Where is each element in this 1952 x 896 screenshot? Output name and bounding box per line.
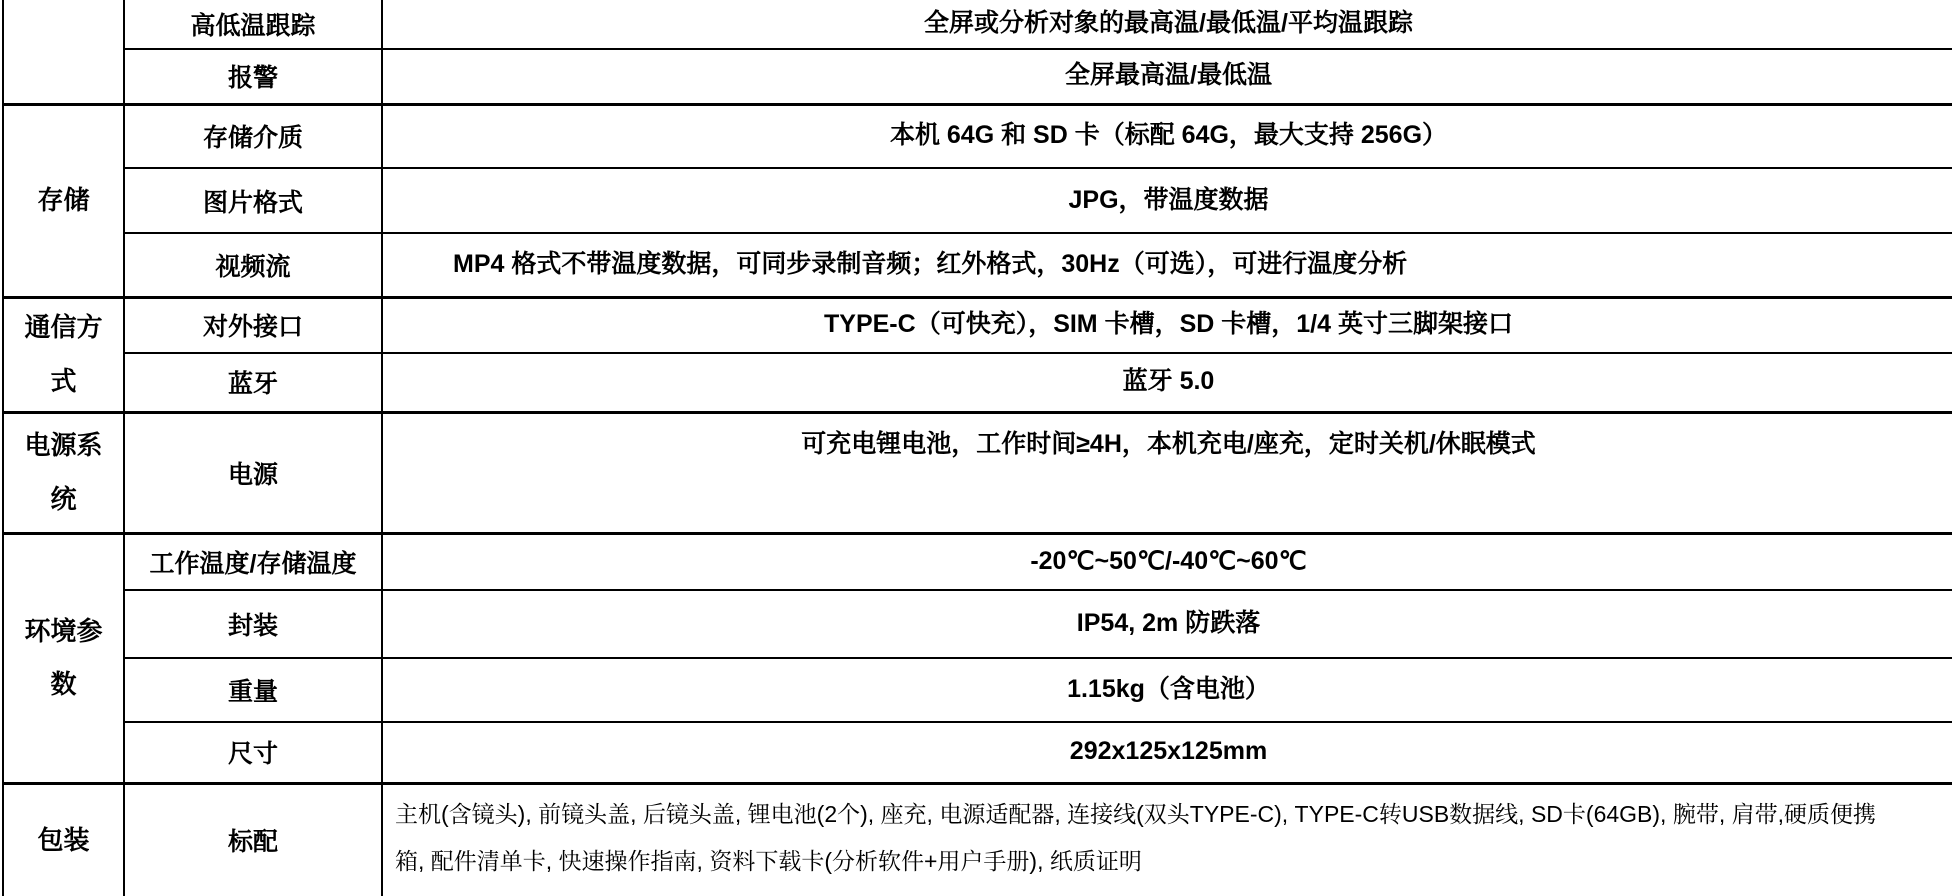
category-label: 电源系统	[24, 430, 103, 514]
table-row	[3, 590, 1952, 658]
spec-value-cell: 主机(含镜头), 前镜头盖, 后镜头盖, 锂电池(2个), 座充, 电源适配器, 连接线(双头TYPE-C), TYPE-C转USB数据线, SD卡(64GB), 腕带, 肩带,硬质便携箱, 配件清单卡, 快速操作指南, 资料下载卡(分析软件+用户手册), 纸质证明	[382, 783, 1952, 896]
spec-value-cell: 292x125x125mm	[382, 722, 1952, 783]
spec-value-cell: 全屏最高温/最低温	[382, 49, 1952, 104]
spec-label-cell: 工作温度/存储温度	[124, 533, 382, 590]
table-row	[3, 0, 1952, 49]
spec-label-cell: 标配	[124, 783, 382, 896]
spec-value-cell: -20℃~50℃/-40℃~60℃	[382, 533, 1952, 590]
category-cell	[3, 297, 124, 412]
table-row	[3, 233, 1952, 297]
table-row	[3, 297, 1952, 353]
table-row	[3, 533, 1952, 590]
spec-label-cell: 尺寸	[124, 722, 382, 783]
category-cell	[3, 783, 124, 896]
category-cell	[3, 412, 124, 533]
category-cell	[3, 104, 124, 297]
category-cell	[3, 533, 124, 783]
category-cell	[3, 0, 124, 104]
table-row	[3, 49, 1952, 104]
spec-value-cell: 本机 64G 和 SD 卡（标配 64G，最大支持 256G）	[382, 104, 1952, 168]
spec-value-cell: MP4 格式不带温度数据，可同步录制音频；红外格式，30Hz（可选），可进行温度分析	[382, 233, 1952, 297]
table-row	[3, 722, 1952, 783]
category-label: 存储	[37, 184, 90, 215]
spec-value-cell: JPG，带温度数据	[382, 168, 1952, 233]
spec-value-cell: 可充电锂电池，工作时间≥4H，本机充电/座充，定时关机/休眠模式	[382, 412, 1952, 533]
spec-label-cell: 封装	[124, 590, 382, 658]
table-row	[3, 104, 1952, 168]
spec-label-cell: 对外接口	[124, 297, 382, 353]
spec-label-cell: 存储介质	[124, 104, 382, 168]
category-label: 通信方式	[24, 312, 103, 396]
category-label: 包装	[37, 824, 90, 855]
spec-label-cell: 图片格式	[124, 168, 382, 233]
spec-label-cell: 视频流	[124, 233, 382, 297]
spec-label-cell: 电源	[124, 412, 382, 533]
table-row	[3, 783, 1952, 896]
spec-value-cell: 全屏或分析对象的最高温/最低温/平均温跟踪	[382, 0, 1952, 49]
spec-table-body	[3, 0, 1952, 896]
spec-label-cell: 重量	[124, 658, 382, 722]
category-label: 环境参数	[24, 615, 103, 699]
spec-value-cell: IP54, 2m 防跌落	[382, 590, 1952, 658]
spec-label-cell: 高低温跟踪	[124, 0, 382, 49]
spec-label-cell: 蓝牙	[124, 353, 382, 412]
spec-value-cell: 蓝牙 5.0	[382, 353, 1952, 412]
table-row	[3, 412, 1952, 533]
spec-value-cell: TYPE-C（可快充），SIM 卡槽，SD 卡槽，1/4 英寸三脚架接口	[382, 297, 1952, 353]
spec-table	[2, 0, 1952, 896]
spec-label-cell: 报警	[124, 49, 382, 104]
table-row	[3, 658, 1952, 722]
table-row	[3, 168, 1952, 233]
table-row	[3, 353, 1952, 412]
spec-value-cell: 1.15kg（含电池）	[382, 658, 1952, 722]
